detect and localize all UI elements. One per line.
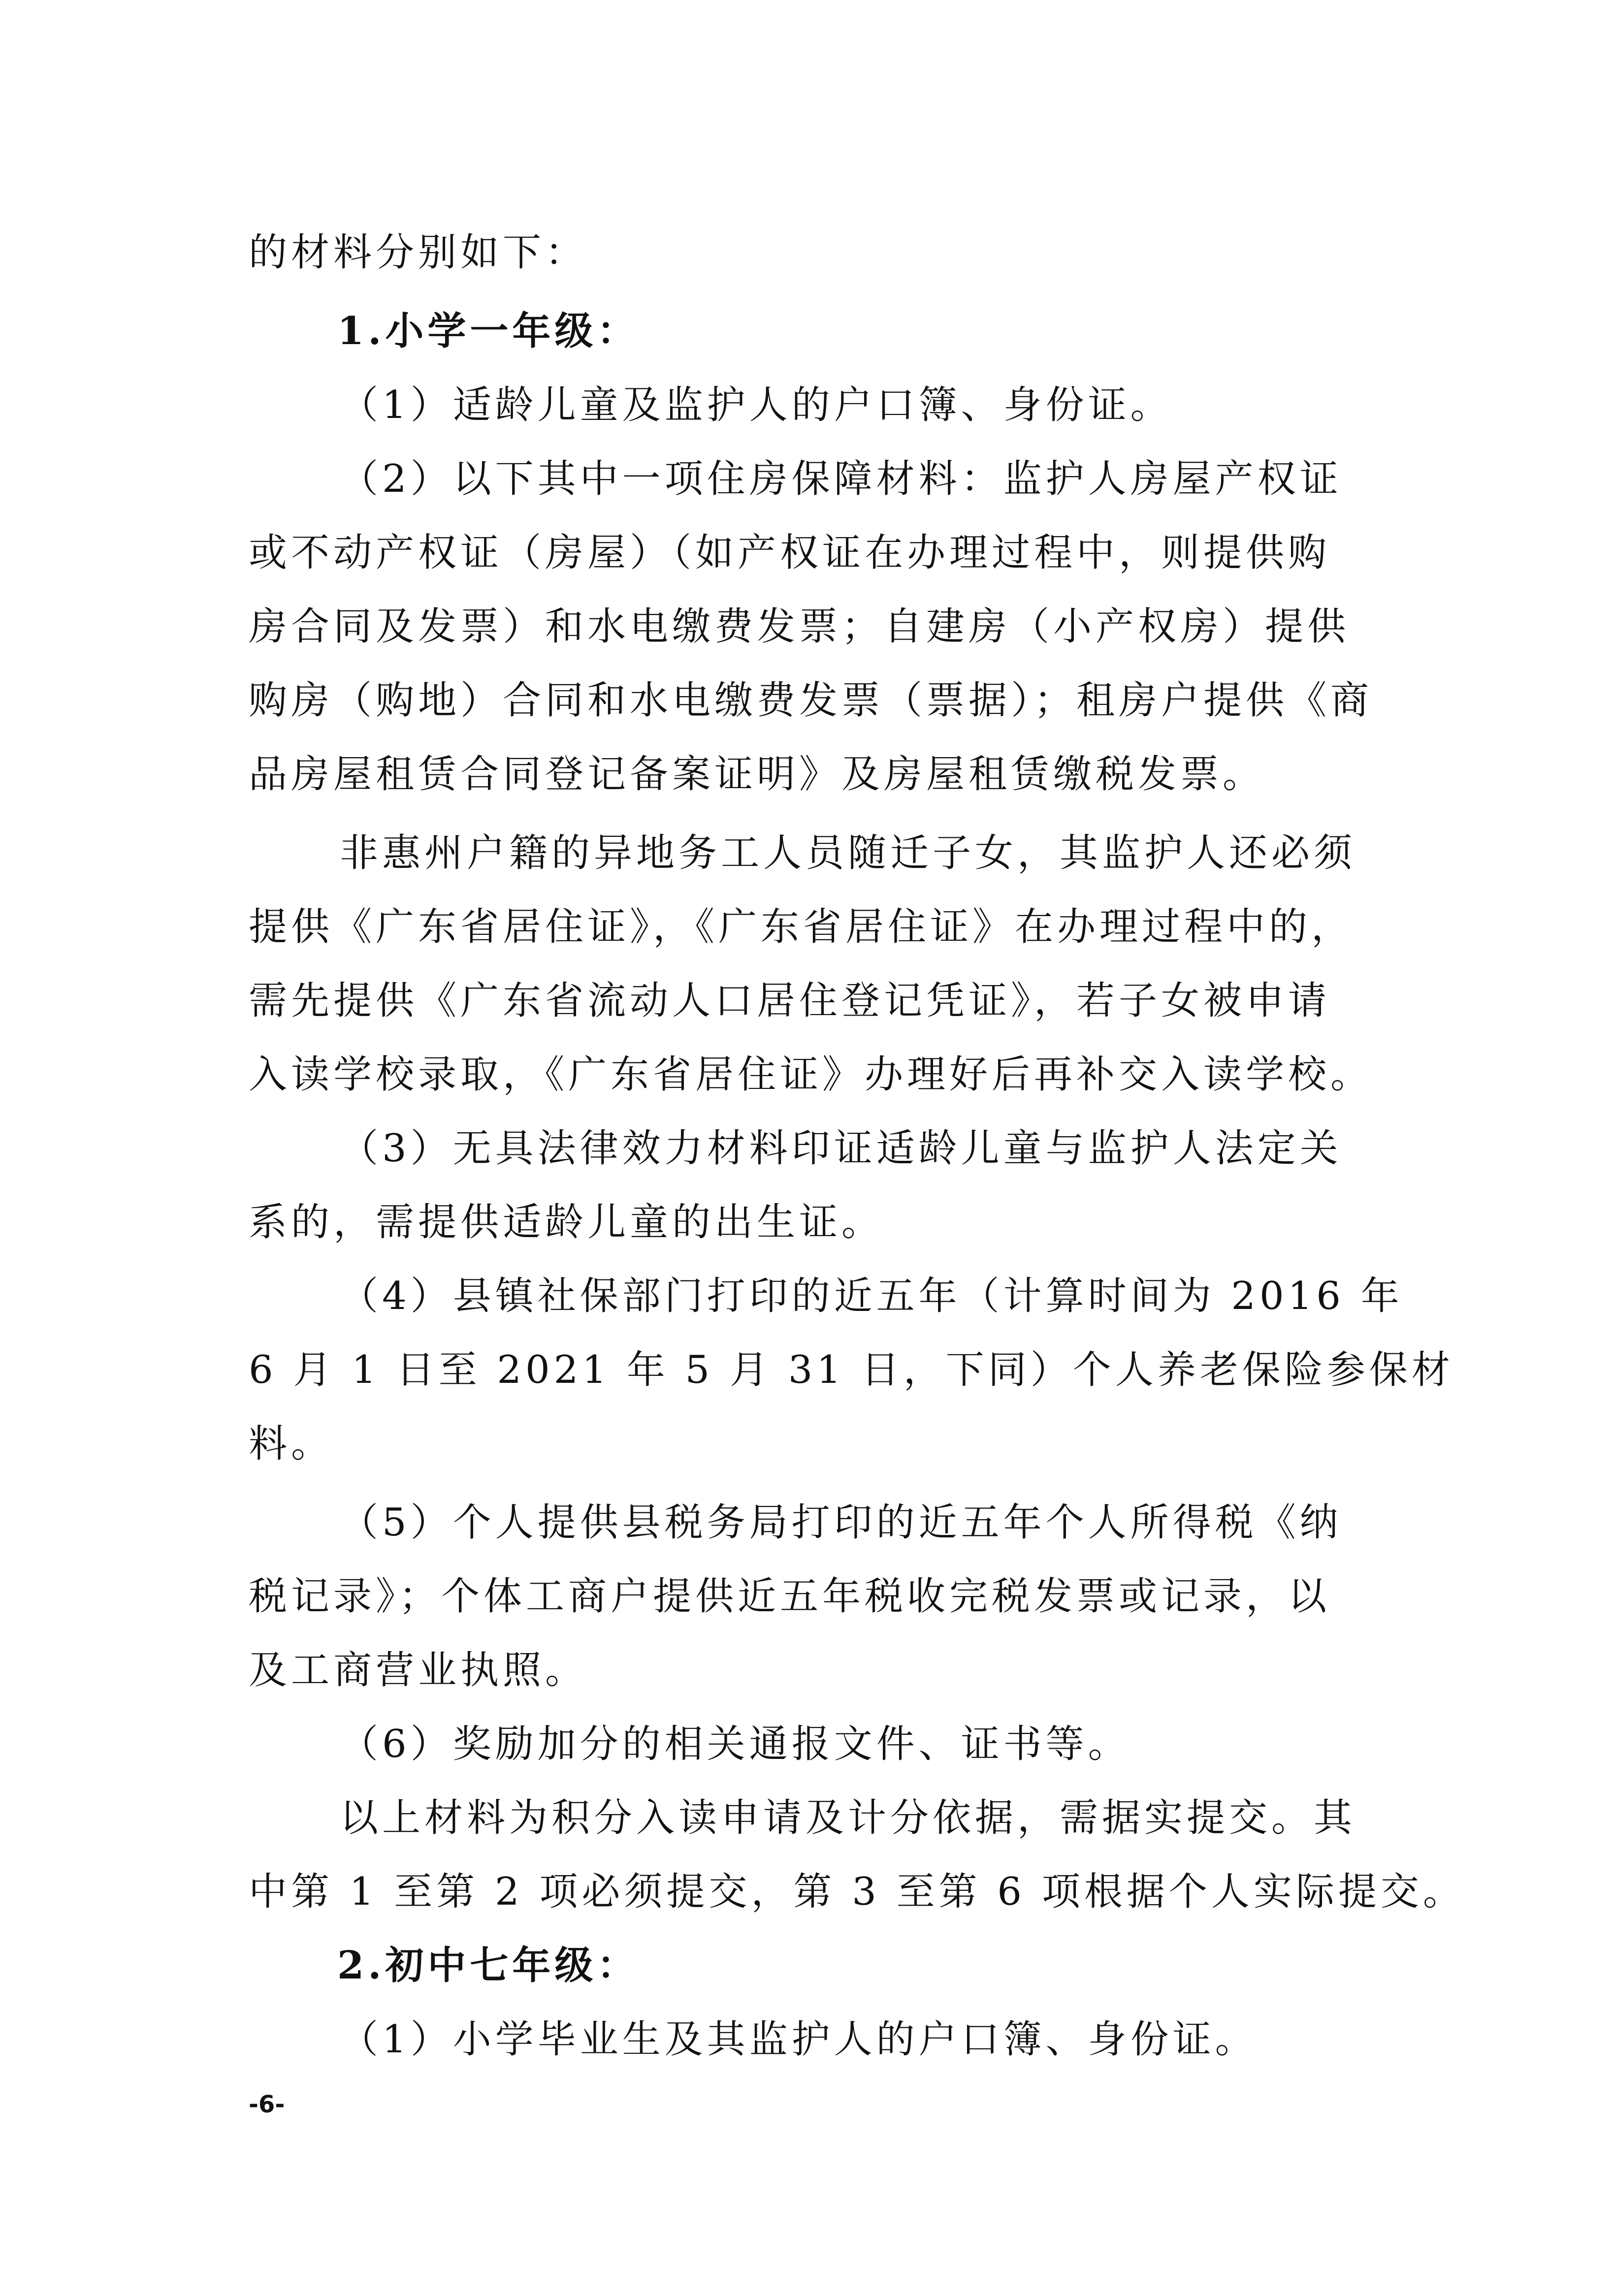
text-line: （3）无具法律效力材料印证适龄儿童与监护人法定关 xyxy=(340,1126,1342,1171)
section-heading: 2.初中七年级： xyxy=(337,1943,640,1988)
text-line: （1）适龄儿童及监护人的户口簿、身份证。 xyxy=(340,383,1173,427)
text-line: （4）县镇社保部门打印的近五年（计算时间为 2016 年 xyxy=(340,1274,1403,1318)
text-line: 及工商营业执照。 xyxy=(249,1648,588,1692)
text-line: 房合同及发票）和水电缴费发票；自建房（小产权房）提供 xyxy=(249,605,1350,649)
text-line: 购房（购地）合同和水电缴费发票（票据）；租房户提供《商 xyxy=(249,678,1373,723)
page-number: -6- xyxy=(249,2091,285,2118)
text-line: 税记录》；个体工商户提供近五年税收完税发票或记录，以 xyxy=(249,1574,1331,1619)
text-line: 系的，需提供适龄儿童的出生证。 xyxy=(249,1200,884,1244)
text-line: （1）小学毕业生及其监护人的户口簿、身份证。 xyxy=(340,2017,1258,2062)
text-line: 料。 xyxy=(249,1422,334,1466)
text-line: 提供《广东省居住证》，《广东省居住证》在办理过程中的， xyxy=(249,905,1354,949)
text-line: 以上材料为积分入读申请及计分依据，需据实提交。其 xyxy=(340,1796,1357,1840)
text-line: 6 月 1 日至 2021 年 5 月 31 日，下同）个人养老保险参保材 xyxy=(249,1348,1454,1392)
text-line: 品房屋租赁合同登记备案证明》及房屋租赁缴税发票。 xyxy=(249,752,1265,797)
section-heading: 1.小学一年级： xyxy=(337,309,640,353)
text-line: 或不动产权证（房屋）（如产权证在办理过程中，则提供购 xyxy=(249,531,1331,575)
text-line: （5）个人提供县税务局打印的近五年个人所得税《纳 xyxy=(340,1500,1342,1545)
text-line: （2）以下其中一项住房保障材料：监护人房屋产权证 xyxy=(340,457,1342,501)
text-line: 需先提供《广东省流动人口居住登记凭证》，若子女被申请 xyxy=(249,979,1331,1023)
text-line: 非惠州户籍的异地务工人员随迁子女，其监护人还必须 xyxy=(340,831,1357,875)
text-line: 入读学校录取，《广东省居住证》办理好后再补交入读学校。 xyxy=(249,1052,1373,1097)
text-line: 中第 1 至第 2 项必须提交，第 3 至第 6 项根据个人实际提交。 xyxy=(249,1870,1465,1914)
text-line: 的材料分别如下： xyxy=(249,230,588,275)
text-line: （6）奖励加分的相关通报文件、证书等。 xyxy=(340,1722,1130,1766)
